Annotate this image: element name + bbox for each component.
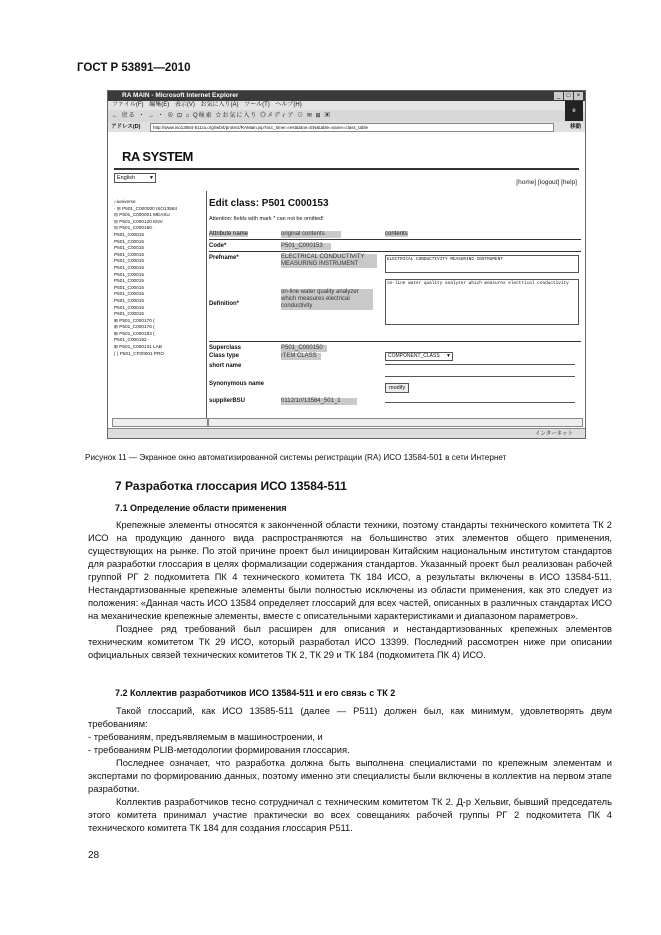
tree-node[interactable]: P501_C00015 xyxy=(114,304,144,310)
list-item: - требованиям, предъявляемым в машиностроении, и xyxy=(88,732,323,742)
prefname-input[interactable]: ELECTRICAL CONDUCTIVITY MEASURING INSTRUMENT xyxy=(385,255,579,273)
close-icon[interactable]: × xyxy=(574,92,583,100)
class-tree[interactable] xyxy=(114,199,206,417)
tree-node[interactable]: P501_C00015 xyxy=(114,297,144,303)
ie-logo-icon: e xyxy=(565,101,583,121)
definition-label: Definition* xyxy=(209,301,239,307)
form-warning: Attention: fields with mark * can not be omitted! xyxy=(209,216,324,222)
paragraph: Позднее ряд требований был расширен для описания и нестандартизованных крепежных элементов техническим комитетом ТК 29 ИСО, который разработал ИСО 13399. Последний рассмотрен ниже при описании официальных связей технических комитетов ТК 2, ТК 29 и ТК 184 (подкомитета ПК 4) ИСО. xyxy=(88,624,612,660)
supplier-value: 0112/1///13584_501_1 xyxy=(281,398,357,405)
definition-value: on-line water quality analyzer which measures electrical conductivity xyxy=(281,289,373,310)
tree-node[interactable]: P501_C00015 xyxy=(114,245,144,251)
window-title: RA MAIN - Microsoft Internet Explorer xyxy=(108,91,585,101)
tree-node[interactable]: P501_C00015 xyxy=(114,231,144,237)
prefname-value: ELECTRICAL CONDUCTIVITY MEASURING INSTRUMENT xyxy=(281,254,377,268)
tree-node[interactable]: ⌂iuniverse xyxy=(114,199,136,204)
app-title: RA SYSTEM xyxy=(122,149,193,164)
url-input[interactable]: http://www.iso13584-511ra.org/iwbrt/protect/RAMain.jsp?acc_timer=rest&lane=EN&table=name=class_table xyxy=(150,123,554,132)
classtype-label: Class type xyxy=(209,353,240,359)
browser-toolbar[interactable]: ← 戻る ・ → ・ ⊗ ⊡ ⌂ Q検索 ☆お気に入り ◎メディア ⊙ ✉ ⊞ ▣ xyxy=(108,110,585,122)
paragraph: Крепежные элементы относятся к законченной области техники, поэтому стандарты технического комитета ТК 2 ИСО на продукцию данного вида распространяются на большинство этих элементов общего применения, существующих на рынке. По этой причине проект был инициирован Китайским национальным институтом стандартов для разработки глоссария в целях формализации содержания стандартов. Указанный проект был реализован рабочей группой РГ 2 подкомитета ПК 4 технического комитета ТК 184 ИСО, а результаты включены в ИСО 13584-511. Нестандартизованные крепежные элементы были полностью исключены из области применения, как это следует из положения: «Данная часть ИСО 13584 определяет глоссарий для всех частей, описанных в различных стандартах ИСО на механические крепежные элементы, вместе с описательными характеристиками и диапазоном параметров». xyxy=(88,520,612,621)
shortname-input[interactable] xyxy=(385,357,575,365)
paragraph: Последнее означает, что разработка должна быть выполнена специалистами по крепежным элементам и экспертами по формированию данных, поэтому именно эти специалисты были включены в коллектив на первом этапе разработки. xyxy=(88,758,612,794)
superclass-value: P501_C000150 xyxy=(281,345,327,352)
tree-node[interactable]: ⊞ P501_C000131 LAB xyxy=(114,344,162,350)
address-bar xyxy=(108,122,585,132)
supplier-label: supplierBSU xyxy=(209,398,246,404)
tree-node[interactable]: P501_C00015 xyxy=(114,264,144,270)
row-rule xyxy=(209,239,581,240)
superclass-label: Superclass xyxy=(209,345,242,351)
paragraph: Такой глоссарий, как ИСО 13585-511 (далее — P511) должен был, как минимум, удовлетворять двум требованиям: xyxy=(88,706,612,729)
paragraph: Коллектив разработчиков тесно сотрудничал с техническим комитетом ТК 2. Д-р Хельвиг, бывший председатель этого комитета принимал участие практически во всех совещаниях рабочей группы РГ 2 подкомитета ПК 4 технического комитета ТК 184 для создания глоссария P511. xyxy=(88,797,612,833)
tree-node[interactable]: P501_C000192 · xyxy=(114,337,150,343)
tree-node[interactable]: ⊞ P501_C000170 ( xyxy=(114,317,155,323)
tree-node[interactable]: P501_C00015 xyxy=(114,258,144,264)
document-header: ГОСТ Р 53891—2010 xyxy=(77,62,191,74)
tree-node[interactable]: P501_C00015 xyxy=(114,284,144,290)
nav-links[interactable]: [home] [logout] [help] xyxy=(516,179,577,186)
tree-node[interactable]: P501_C00015 xyxy=(114,238,144,244)
section-7-1-body xyxy=(88,519,612,662)
maximize-icon[interactable]: □ xyxy=(564,92,573,100)
classtype-select[interactable]: COMPONENT_CLASS ▼ xyxy=(385,352,453,361)
shortname-label: short name xyxy=(209,363,242,369)
tree-node[interactable]: ⊟ P501_C000001 MEASU xyxy=(114,212,170,218)
status-zone: インターネット xyxy=(534,431,573,437)
synonymous-input[interactable] xyxy=(385,369,575,377)
tree-node[interactable]: P501_C00015 xyxy=(114,251,144,257)
main-scrollbar[interactable] xyxy=(208,418,583,427)
window-buttons xyxy=(554,92,583,100)
section-7-2-title: 7.2 Коллектив разработчиков ИСО 13584-511 и его связь с ТК 2 xyxy=(115,688,396,698)
figure-caption: Рисунок 11 — Экранное окно автоматизированной системы регистрации (RA) ИСО 13584-501 в сети Интернет xyxy=(85,453,507,462)
menu-bar[interactable]: ファイル(F) 編集(E) 表示(V) お気に入り(A) ツール(T) ヘルプ(H) xyxy=(108,101,585,110)
code-value: P501_C000153 xyxy=(281,243,331,250)
frame-divider[interactable] xyxy=(206,191,207,419)
col-attribute: Attribute name xyxy=(209,231,249,237)
tree-node[interactable]: P501_C00015 xyxy=(114,278,144,284)
divider xyxy=(114,168,579,170)
ra-system-screenshot xyxy=(107,90,586,439)
minimize-icon[interactable]: _ xyxy=(554,92,563,100)
definition-input[interactable]: on-line water quality analyzer which measures electrical conductivity xyxy=(385,279,579,325)
tree-node[interactable]: P501_C00015 xyxy=(114,311,144,317)
section-7-title: 7 Разработка глоссария ИСО 13584-511 xyxy=(115,479,347,493)
go-button[interactable]: 移動 xyxy=(569,124,581,130)
code-label: Code* xyxy=(209,243,227,249)
tree-node[interactable]: ⊟ P501_C000120 ENV xyxy=(114,218,163,224)
col-original: original contents xyxy=(281,231,341,238)
section-7-1-title: 7.1 Определение области применения xyxy=(115,503,287,513)
tree-node[interactable]: P501_C00015 xyxy=(114,271,144,277)
language-select[interactable]: English ▼ xyxy=(114,173,156,183)
supplier-input[interactable] xyxy=(385,395,575,403)
tree-scrollbar[interactable] xyxy=(112,418,208,427)
row-rule xyxy=(209,341,581,342)
prefname-label: Prefname* xyxy=(209,255,239,261)
row-rule xyxy=(209,251,581,252)
status-bar xyxy=(108,428,585,439)
classtype-value: ITEM CLASS xyxy=(281,353,321,360)
tree-node[interactable]: ⊟ P501_C000150 · xyxy=(114,225,155,231)
address-label: アドレス(D) xyxy=(111,124,141,130)
section-7-2-body xyxy=(88,705,612,835)
modify-button[interactable]: modify xyxy=(385,383,409,393)
synonymous-label: Synonymous name xyxy=(209,381,265,387)
list-item: - требованиям PLIB-методологии формирования глоссария. xyxy=(88,745,350,755)
col-contents: contents xyxy=(385,231,408,237)
tree-node[interactable]: ⊞ P501_C000176 ( xyxy=(114,324,155,330)
form-title: Edit class: P501 C000153 xyxy=(209,198,329,209)
tree-node[interactable]: P501_C00015 xyxy=(114,291,144,297)
tree-node[interactable]: · ⊟ P501_C000000 ISO13584 xyxy=(114,205,178,211)
tree-node[interactable]: ( ) P501_CF00001 PRO xyxy=(114,350,165,356)
page-number: 28 xyxy=(88,850,100,861)
tree-node[interactable]: ⊞ P501_C000183 ( xyxy=(114,330,155,336)
